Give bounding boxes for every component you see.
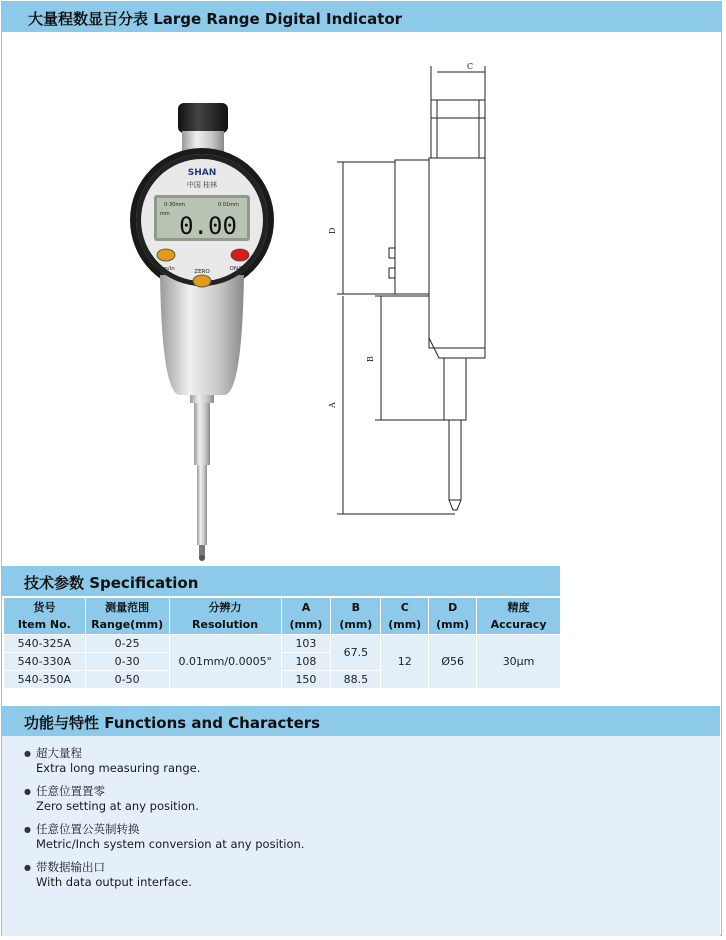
on-off-button[interactable] <box>231 249 249 261</box>
feature-en: With data output interface. <box>36 875 192 889</box>
b-value: 67.5 <box>331 635 381 671</box>
range-value: 0-25 <box>85 635 169 653</box>
product-photo <box>120 95 290 565</box>
item-number: 540-330A <box>4 653 86 671</box>
dim-label-c: C <box>467 62 474 71</box>
table-row <box>4 635 561 653</box>
svg-text:ON/OFF: ON/OFF <box>229 266 251 272</box>
feature-zh: ● 任意位置公英制转换 <box>24 822 704 837</box>
dim-label-b: B <box>366 356 375 362</box>
features-section <box>2 706 720 936</box>
title-bar <box>2 2 722 32</box>
dim-label-d: D <box>328 227 337 234</box>
lcd-reading: 0.00 <box>179 212 237 240</box>
svg-text:0-30mm: 0-30mm <box>164 202 186 208</box>
feature-zh: ● 超大量程 <box>24 746 704 761</box>
list-item <box>24 860 704 890</box>
feature-en: Metric/Inch system conversion at any position. <box>36 837 305 851</box>
resolution-value: 0.01mm/0.0005" <box>169 635 281 689</box>
zero-button[interactable] <box>193 275 211 287</box>
d-value: Ø56 <box>429 635 477 689</box>
dim-label-a: A <box>328 402 337 408</box>
feature-zh: ● 任意位置置零 <box>24 784 704 799</box>
feature-zh: ● 带数据输出口 <box>24 860 704 875</box>
dimension-drawing <box>325 58 500 528</box>
col-header-a: A (mm) <box>281 598 331 635</box>
accuracy-value: 30µm <box>477 635 561 689</box>
a-value: 150 <box>281 671 331 689</box>
page-title: 大量程数显百分表 Large Range Digital Indicator <box>28 10 403 28</box>
features-list <box>24 746 704 898</box>
col-header-c: C (mm) <box>381 598 429 635</box>
list-item <box>24 784 704 814</box>
item-number: 540-350A <box>4 671 86 689</box>
features-section-header <box>2 706 720 736</box>
a-value: 103 <box>281 635 331 653</box>
c-value: 12 <box>381 635 429 689</box>
spec-table <box>3 597 561 689</box>
item-number: 540-325A <box>4 635 86 653</box>
col-header-range: 测量范围 Range(mm) <box>85 598 169 635</box>
col-header-b: B (mm) <box>331 598 381 635</box>
svg-text:0.01mm: 0.01mm <box>218 202 239 208</box>
list-item <box>24 746 704 776</box>
features-title: 功能与特性 Functions and Characters <box>24 714 321 732</box>
feature-en: Zero setting at any position. <box>36 799 199 813</box>
spec-title: 技术参数 Specification <box>24 574 199 592</box>
spec-section-header <box>2 566 560 596</box>
svg-text:ZERO: ZERO <box>194 269 210 275</box>
origin-label: 中国 桂林 <box>186 181 218 189</box>
svg-text:mm: mm <box>160 211 170 217</box>
svg-text:mm/in: mm/in <box>157 266 175 272</box>
col-header-item: 货号 Item No. <box>4 598 86 635</box>
list-item <box>24 822 704 852</box>
a-value: 108 <box>281 653 331 671</box>
col-header-accuracy: 精度 Accuracy <box>477 598 561 635</box>
range-value: 0-50 <box>85 671 169 689</box>
feature-en: Extra long measuring range. <box>36 761 201 775</box>
col-header-d: D (mm) <box>429 598 477 635</box>
spec-header-row <box>4 598 561 635</box>
mm-in-button[interactable] <box>157 249 175 261</box>
range-value: 0-30 <box>85 653 169 671</box>
col-header-resolution: 分辨力 Resolution <box>169 598 281 635</box>
b-value: 88.5 <box>331 671 381 689</box>
brand-logo: SHAN <box>187 168 217 178</box>
